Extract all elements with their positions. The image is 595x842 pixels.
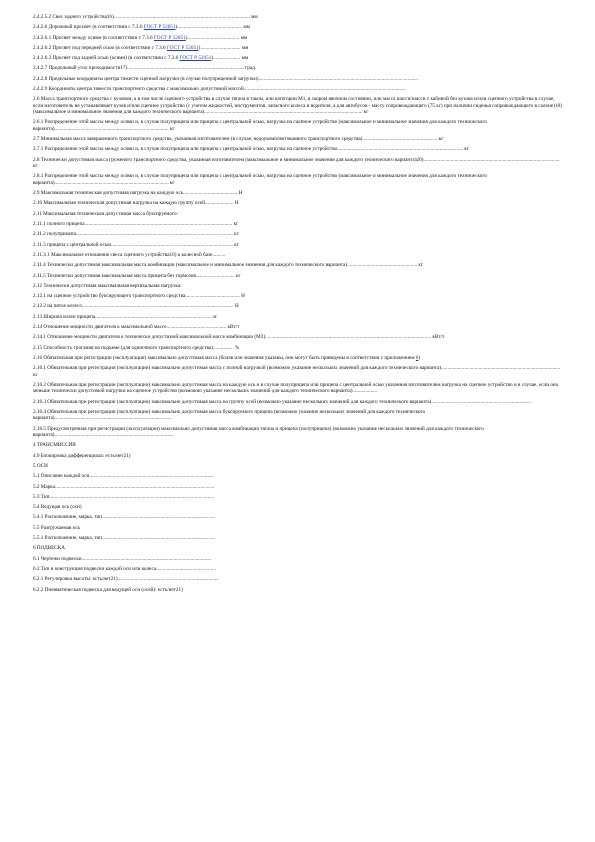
document-line: 2.11.1 полного прицепа.................................................................................................................. кг [33, 221, 239, 228]
document-line: 6 ПОДВЕСКА [33, 545, 65, 552]
document-line: 5.5.1 Расположение, марка, тип....................................................................................... [33, 535, 215, 542]
document-line: 2.11.2 полуприцепа......................................................................................................................... кг [33, 231, 239, 238]
document-line: 4 ТРАНСМИССИЯ [33, 442, 76, 449]
document-line: 2.6.1 Распределение этой массы между осями и, в случае полуприцепа или прицепа с центральной осью, нагрузка на сцепное устройство (максимальное и минимальное значения для каждого технического варианта)........................................................................................ кг [33, 119, 489, 132]
document-line: 2.7 Минимальная масса завершенного транспортного средства, указанная изготовителем (в случае, недоукомплектованного транспортного средства).......................................................... кг [33, 136, 444, 143]
document-line: 2.4.2.6.3 Просвет под задней осью (осями) (в соответствии с 7.3.6 ГОСТ Р 52051)..................... мм [33, 55, 249, 62]
document-line: 2.11 Максимальная техническая допустимая масса буксируемого: [33, 210, 179, 217]
document-line: 2.10 Максимальная техническая допустимая нагрузка на каждую группу осей...................... Н [33, 200, 239, 207]
standard-link[interactable]: ГОСТ Р 52051 [179, 55, 212, 62]
document-line: 6.1 Чертежи подвески.................................................................................................... [33, 555, 212, 562]
standard-link[interactable]: ГОСТ Р 52051 [143, 24, 176, 31]
document-line: 2.12.2 на пятое колесо..................................................................................................................... Н [33, 303, 239, 310]
document-line: 2.14 Отношение мощности двигателя к максимальной массе.............................................. кВт/т [33, 324, 240, 331]
document-line: 2.13 Ширина колеи прицепа.......................................................................................... м [33, 313, 217, 320]
document-line: 2.16.4 Обязательная при регистрации (эксплуатации) максимально допустимая масса буксируемого прицепа (возможно указание нескольких значений для каждого технического варианта).......................................................................................... [33, 408, 427, 422]
standard-link[interactable]: 8 [415, 354, 419, 361]
document-line: 2.12 Технически допустимая максимальная вертикальная нагрузка: [33, 282, 182, 289]
document-line: 5.4 Ведущая ось (оси) [33, 504, 82, 511]
document-line: 2.4.2.6 Дорожный просвет (в соответствии с 7.3.6 ГОСТ Р 52051).................................................. мм [33, 24, 250, 31]
document-line: 2.14.1 Отношение мощности двигателя к технически допустимой максимальной массе комбинации (M2)................................................................................................................................ кВт/т [33, 334, 445, 341]
document-line: 5.3 Тип............................................................................................................................... [33, 493, 215, 500]
document-line: 6.2.1 Регулировка высоты: есть/нет21).............................................................................. [33, 576, 219, 583]
document-line: 2.4.2.7 Продольный угол проходимости17).......................................................................................... град. [33, 65, 257, 72]
document-line: 2.12.1 на сцепное устройство буксирующего транспортного средства.......................................... Н [33, 293, 245, 300]
document-line: 2.4.2.8 Предельные координаты центра тяжести сцепной нагрузки (в случае полуприцепной загрузки)........................................................................................................................... [33, 75, 418, 82]
document-line: 4.9 Блокировка дифференциала: есть/нет21) [33, 452, 131, 459]
document-line: 2.11.3.1 Максимальное отношение свеса сцепного устройства16) к колесной базе.......... [33, 251, 226, 258]
document-line: 2.11.4 Технически допустимая максимальная масса комбинации (максимальное и минимальное значения для каждого технического варианта)...................................................... кг [33, 262, 424, 269]
document-line: 5.5 Разгружаемая ось [33, 524, 81, 531]
document-line: 5.2 Марка........................................................................................................................... [33, 483, 215, 490]
document-line: 2.4.2.9 Координаты центра тяжести транспортного средства с максимально допустимой массой............................................................................................................................. [33, 86, 406, 93]
document-line: 2.11.3 прицепа с центральной осью.............................................................................................. кг [33, 241, 239, 248]
document-line: 2.7.1 Распределение этой массы между осями и, в случае полуприцепа или прицепа с центральной осью, нагрузка на сцепное устройство................................................................................................. кг [33, 146, 469, 153]
document-line: 5.1 Описание каждой оси................................................................................................ [33, 473, 214, 480]
document-line: 2.16.3 Обязательная при регистрации (эксплуатации) максимально допустимая масса на группу осей (возможно указание нескольких значений для каждого технического варианта)............................................................................. [33, 398, 532, 405]
document-line: 2.8.1 Распределение этой массы между осями и, в случае полуприцепа или прицепа с центральной осью, нагрузка на сцепное устройство (максимальное и минимальное значения для каждого технического варианта)........................................................................................ кг [33, 173, 489, 186]
document-line: 5.4.1 Расположение, марка, тип....................................................................................... [33, 514, 215, 521]
document-line: 2.8 Технически допустимая масса груженого транспортного средства, указанная изготовителем (максимальное и минимальное значения для каждого технического варианта)20)......................................................................................................... кг [33, 156, 561, 170]
document-line: 2.4.2.5.2 Свес заднего устройства16)......................................................................................................... мм [33, 14, 258, 20]
document-line: 2.16.2 Обязательная при регистрации (эксплуатации) максимально допустимая масса на каждую ось и в случае полуприцепа или прицепа с центральной осью указанная изготовителем нагрузка на сцепное устройство и в случае, если она меньше технически допустимой нагрузки на сцепное устройство (возможно указание нескольких значений для каждого технического варианта)................... [33, 381, 560, 395]
document-line: 2.4.2.6.2 Просвет под передней осью (в соответствии с 7.3.6 ГОСТ Р 52051)............................... мм [33, 44, 249, 51]
document-line: 5 ОСИ [33, 462, 48, 469]
standard-link[interactable]: ГОСТ Р 52051 [153, 34, 186, 41]
document-line: 6.2.2 Пневматическая подвеска для ведущей оси (осей): есть/нет21) [33, 586, 183, 593]
document-line: 2.9 Максимальная техническая допустимая нагрузка на каждую ось.......................................... Н [33, 190, 243, 197]
document-line: 2.11.5 Технически допустимая максимальная масса прицепа без тормозов.............................. кг [33, 272, 241, 279]
standard-link[interactable]: ГОСТ Р 52051 [166, 44, 199, 51]
document-line: 2.16.5 Предусмотренная при регистрации (эксплуатации) максимально допустимая масса комбинации тягача и прицепа (полуприцепа) (возможно указание нескольких значений для каждого технического варианта)............................................................................................ [33, 425, 486, 439]
document-line: 2.15 Способность трогания на подъеме (для одиночного транспортного средства)................ % [33, 344, 240, 351]
document-line: 2.16 Обязательная при регистрации (эксплуатации) максимально допустимая масса (болев или значения указаны, они могут быть приведены в соответствии с приложением 8) [33, 354, 421, 361]
document-line: 2.4.2.6.1 Просвет между осями (в соответствии с 7.3.6 ГОСТ Р 52051)........................................ мм [33, 34, 248, 41]
document-line: 2.16.1 Обязательная при регистрации (эксплуатации) максимально допустимая масса с полной нагрузкой (возможно указание нескольких значений для каждого технического варианта)............................................................................................ кг [33, 365, 562, 378]
document-line: 2.6 Масса транспортного средства с кузовом, а в том числе сцепного устройства в случае тягача в таком, или категории M1, в скором явочном состоянии, или масса шасси/шасси с кабиной без кузова и/или сцепного устройства в случае, если изготовитель не устанавливает кузов и/или сцепное устройство (с учетом жидкостей, инструментов, запасного колеса и водителя, а для автобусов - массу сопровождающего (75 кг) при наличии сиденья сопровождающего в салоне)18) (максимальное и минимальное значения для каждого технического варианта).......................................................................................................................... кг [33, 96, 564, 116]
document-page [33, 14, 563, 593]
document-line: 6.2 Тип и конструкция подвески каждой оси или колеса.............................................. [33, 565, 216, 572]
